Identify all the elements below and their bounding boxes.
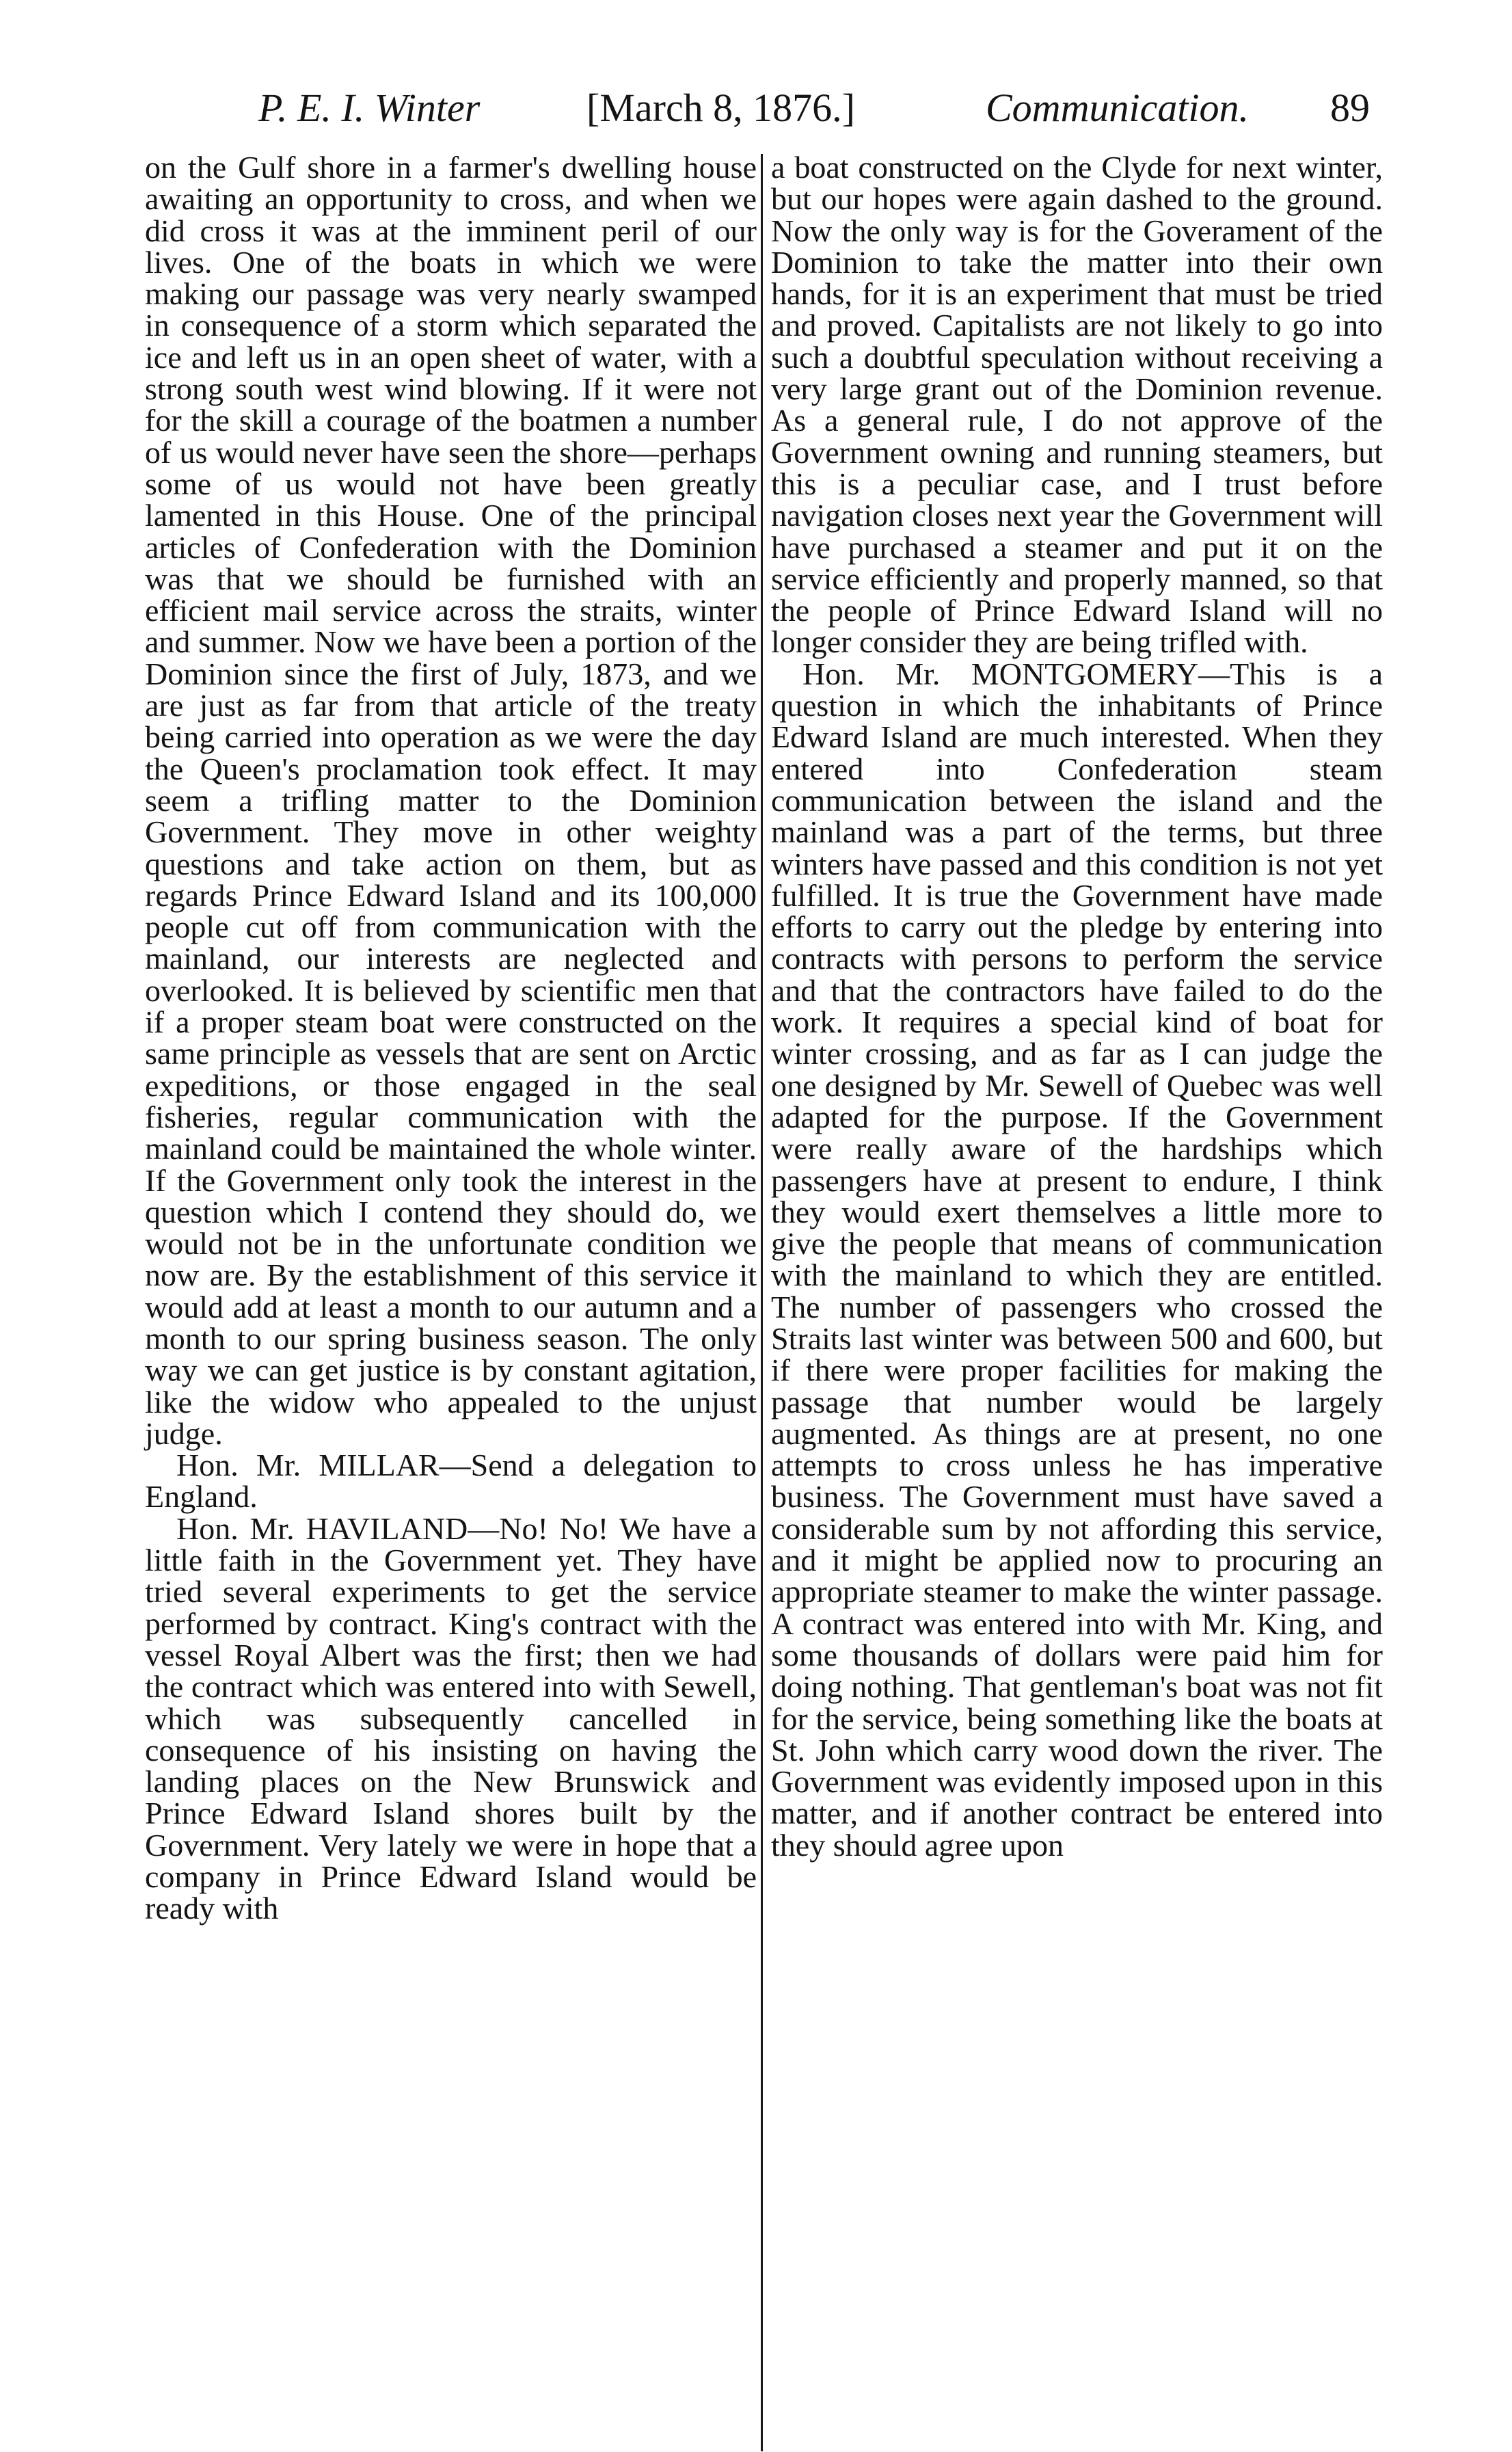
paragraph-continuation: on the Gulf shore in a farmer's dwelling house awaiting an opportunity to cross, and when we did cross it was at the imminent peril of our lives. One of the boats in which we were making our passage was very nearly swamped in consequence of a storm which separated the ice and left us in an open sheet of water, with a strong south west wind blowing. If it were not for the skill a courage of the boatmen a number of us would never have seen the shore—perhaps some of us would not have been greatly lamented in this House. One of the principal articles of Confederation with the Dominion was that we should be furnished with an efficient mail service across the straits, winter and summer. Now we have been a portion of the Dominion since the first of July, 1873, and we are just as far from that article of the treaty being carried into operation as we were the day the Queen's proclamation took effect. It may seem a trifling matter to the Dominion Government. They move in other weighty questions and take action on them, but as regards Prince Edward Island and its 100,000 people cut off from communication with the mainland, our interests are neglected and overlooked. It is believed by scientific men that if a proper steam boat were constructed on the same principle as vessels that are sent on Arctic expeditions, or those engaged in the seal fisheries, regular communication with the mainland could be maintained the whole winter. If the Government only took the interest in the question which I contend they should do, we would not be in the unfortunate condition we now are. By the establishment of this service it would add at least a month to our autumn and a month to our spring business season. The only way we can get justice is by constant agitation, like the widow who appealed to the unjust judge.	[145, 150, 757, 1451]
left-column	[145, 152, 757, 1925]
right-column	[771, 152, 1383, 1861]
header-section-title: P. E. I. Winter	[258, 85, 481, 130]
paragraph-haviland: Hon. Mr. HAVILAND—No! No! We have a little faith in the Government yet. They have tried several experiments to get the service performed by contract. King's contract with the vessel Royal Albert was the first; then we had the contract which was entered into with Sewell, which was subsequently cancelled in consequence of his insisting on having the landing places on the New Brunswick and Prince Edward Island shores built by the Government. Very lately we were in hope that a company in Prince Edward Island would be ready with	[145, 1510, 757, 1926]
page-header	[0, 81, 1512, 142]
header-date: [March 8, 1876.]	[586, 85, 856, 130]
page-number: 89	[1330, 85, 1370, 130]
paragraph-haviland-continued: a boat constructed on the Clyde for next winter, but our hopes were again dashed to the ground. Now the only way is for the Goverament of the Dominion to take the matter into their own hands, for it is an experiment that must be tried and proved. Capitalists are not likely to go into such a doubtful speculation without receiving a very large grant out of the Dominion revenue. As a general rule, I do not approve of the Government owning and running steamers, but this is a peculiar case, and I trust before navigation closes next year the Government will have purchased a steamer and put it on the service efficiently and properly manned, so that the people of Prince Edward Island will no longer consider they are being trifled with.	[771, 150, 1383, 660]
paragraph-montgomery: Hon. Mr. MONTGOMERY—This is a question in which the inhabitants of Prince Edward Island are much interested. When they entered into Confederation steam communication between the island and the mainland was a part of the terms, but three winters have passed and this condition is not yet fulfilled. It is true the Government have made efforts to carry out the pledge by entering into contracts with persons to perform the service and that the contractors have failed to do the work. It requires a special kind of boat for winter crossing, and as far as I can judge the one designed by Mr. Sewell of Quebec was well adapted for the purpose. If the Government were really aware of the hardships which passengers have at present to endure, I think they would exert themselves a little more to give the people that means of communication with the mainland to which they are entitled. The number of passengers who crossed the Straits last winter was between 500 and 600, but if there were proper facilities for making the passage that number would be largely augmented. As things are at present, no one attempts to cross unless he has imperative business. The Government must have saved a considerable sum by not affording this service, and it might be applied now to procuring an appropriate steamer to make the winter passage. A contract was entered into with Mr. King, and some thousands of dollars were paid him for doing nothing. That gentleman's boat was not fit for the service, being something like the boats at St. John which carry wood down the river. The Government was evidently imposed upon in this matter, and if another contract be entered into they should agree upon	[771, 656, 1383, 1863]
header-topic: Communication.	[986, 85, 1250, 130]
column-divider	[761, 154, 763, 2451]
paragraph-millar: Hon. Mr. MILLAR—Send a delegation to England.	[145, 1448, 757, 1515]
